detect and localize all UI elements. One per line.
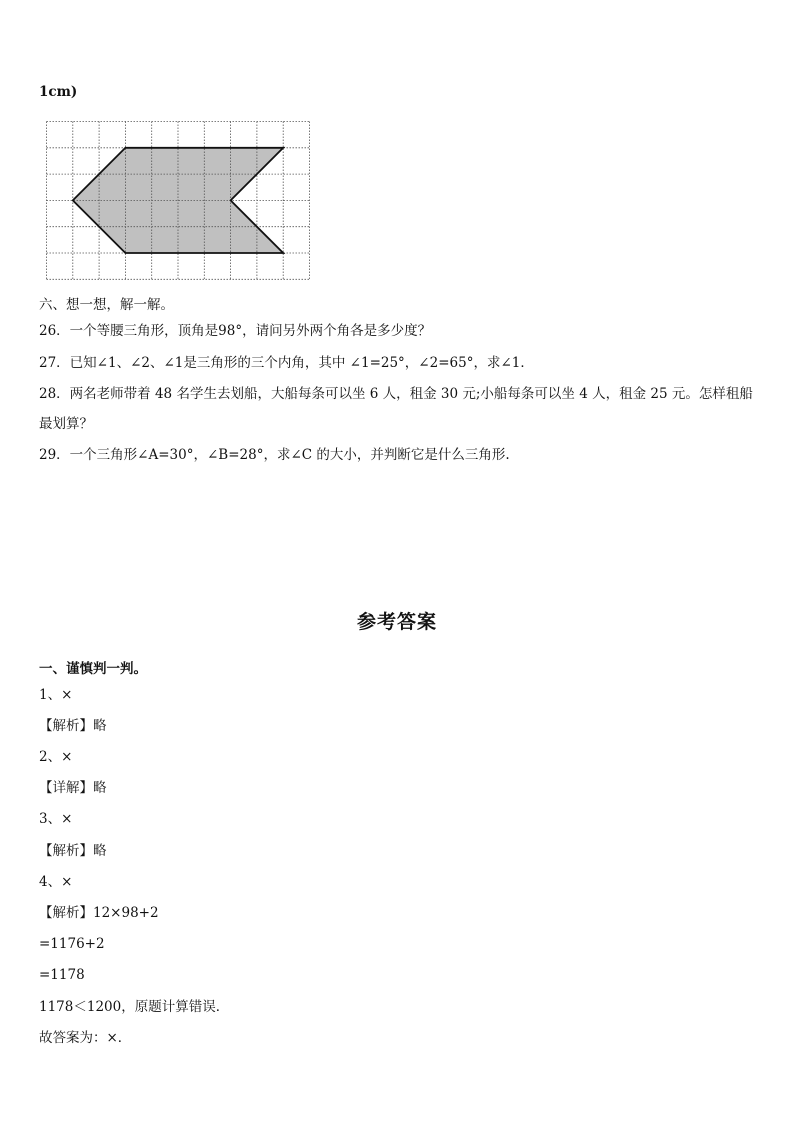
section-6-heading: 六、想一想，解一解。 xyxy=(39,297,174,313)
grid-figure xyxy=(46,121,310,281)
answer-4-step-2: =1178 xyxy=(39,967,85,983)
answer-3: 3、× xyxy=(39,811,73,827)
answer-4-final: 故答案为：×． xyxy=(39,1030,132,1046)
answer-4: 4、× xyxy=(39,874,73,890)
answer-2: 2、× xyxy=(39,749,73,765)
answer-4-conclusion: 1178＜1200，原题计算错误． xyxy=(39,999,230,1015)
answer-2-note: 【详解】略 xyxy=(39,780,107,796)
question-27: 27．已知∠1、∠2、∠1是三角形的三个内角，其中 ∠1=25°，∠2=65°，求∠1． xyxy=(39,355,534,371)
answer-3-note: 【解析】略 xyxy=(39,843,107,859)
answers-title: 参考答案 xyxy=(356,611,437,633)
question-29: 29．一个三角形∠A=30°，∠B=28°，求∠C 的大小，并判断它是什么三角形. xyxy=(39,447,510,463)
answer-4-note: 【解析】12×98+2 xyxy=(39,905,159,921)
answers-section-1-heading: 一、谨慎判一判。 xyxy=(39,661,147,677)
question-28-line2: 最划算？ xyxy=(39,416,93,432)
question-26: 26．一个等腰三角形，顶角是98°，请问另外两个角各是多少度？ xyxy=(39,323,432,339)
answer-1: 1、× xyxy=(39,687,73,703)
answer-4-step-1: =1176+2 xyxy=(39,936,105,952)
header-fragment: 1cm) xyxy=(39,84,78,100)
answer-1-note: 【解析】略 xyxy=(39,718,107,734)
question-28-line1: 28．两名老师带着 48 名学生去划船，大船每条可以坐 6 人，租金 30 元;小船每条可以坐 4 人，租金 25 元。怎样租船 xyxy=(39,386,753,402)
